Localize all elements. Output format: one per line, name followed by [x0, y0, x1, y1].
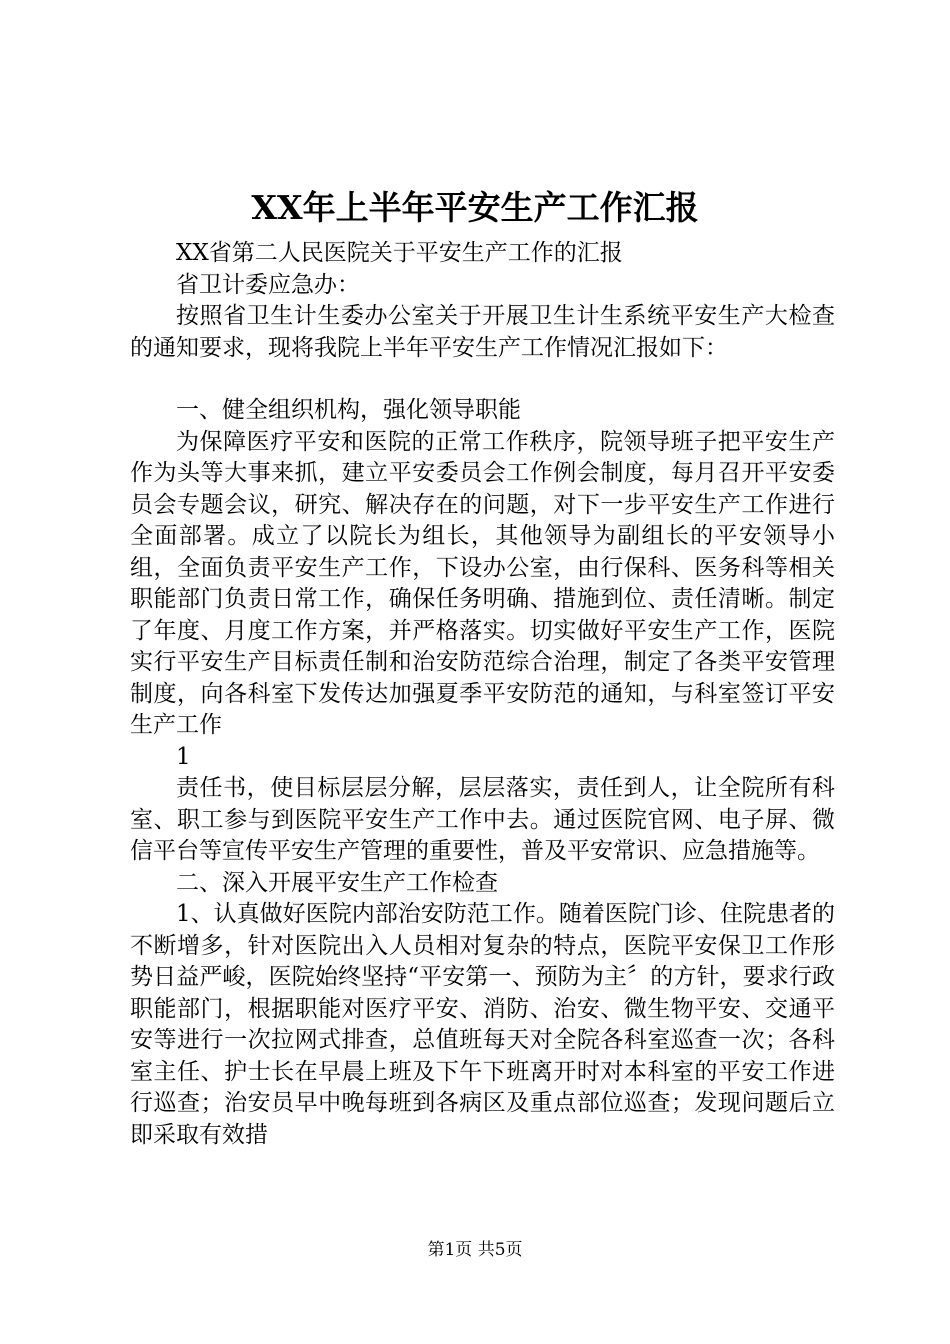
section1-continuation: 责任书，使目标层层分解，层层落实，责任到人，让全院所有科室、职工参与到医院平安生产工作中去。通过医院官网、电子屏、微信平台等宣传平安生产管理的重要性，普及平安常识、应急措施等。	[130, 775, 835, 864]
section1-paragraph: 为保障医疗平安和医院的正常工作秩序，院领导班子把平安生产作为头等大事来抓，建立平安委员会工作例会制度，每月召开平安委员会专题会议，研究、解决存在的问题，对下一步平安生产工作进行全面部署。成立了以院长为组长，其他领导为副组长的平安领导小组，全面负责平安生产工作，下设办公室，由行保科、医务科等相关职能部门负责日常工作，确保任务明确、措施到位、责任清晰。制定了年度、月度工作方案，并严格落实。切实做好平安生产工作，医院实行平安生产目标责任制和治安防范综合治理，制定了各类平安管理制度，向各科室下发传达加强夏季平安防范的通知，与科室签订平安生产工作	[130, 428, 835, 738]
section2-heading: 二、深入开展平安生产工作检查	[176, 869, 498, 896]
addressee: 省卫计委应急办：	[176, 271, 360, 298]
document-title: XX年上半年平安生产工作汇报	[251, 188, 699, 227]
section2-item1: 1、认真做好医院内部治安防范工作。随着医院门诊、住院患者的不断增多，针对医院出入人员相对复杂的特点，医院平安保卫工作形势日益严峻，医院始终坚持“平安第一、预防为主〞的方针，要求行政职能部门，根据职能对医疗平安、消防、治安、微生物平安、交通平安等进行一次拉网式排查，总值班每天对全院各科室巡查一次；各科室主任、护士长在早晨上班及下午下班离开时对本科室的平安工作进行巡查；治安员早中晚每班到各病区及重点部位巡查；发现问题后立即采取有效措	[130, 901, 835, 1148]
page-footer: 第1页 共5页	[427, 1240, 523, 1260]
document-body	[130, 238, 835, 1151]
intro-paragraph: 按照省卫生计生委办公室关于开展卫生计生系统平安生产大检查的通知要求，现将我院上半年平安生产工作情况汇报如下：	[130, 303, 835, 361]
document-subtitle: XX省第二人民医院关于平安生产工作的汇报	[176, 240, 623, 266]
page-marker: 1	[176, 743, 191, 770]
section1-heading: 一、健全组织机构，强化领导职能	[176, 397, 521, 423]
